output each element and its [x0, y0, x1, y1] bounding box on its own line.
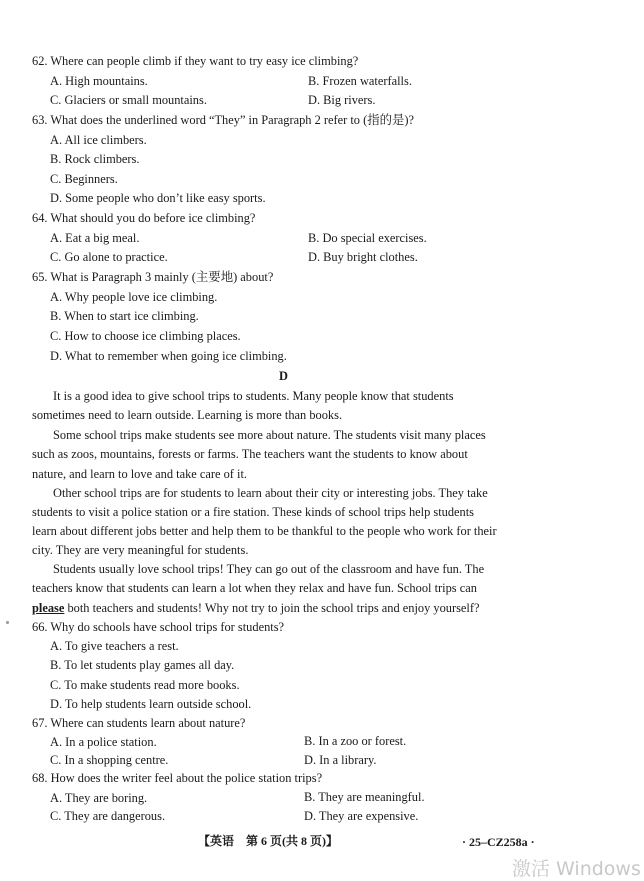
paper-code: · 25–CZ258a · — [462, 835, 535, 849]
question-62-stem: 62. Where can people climb if they want to try easy ice climbing? — [32, 54, 359, 68]
passage-p3-line2: students to visit a police station or a fire station. These kinds of school trips help students — [32, 505, 474, 519]
passage-p4-line3-rest: both teachers and students! Why not try to join the school trips and enjoy yourself? — [64, 601, 480, 615]
question-67-option-a: A. In a police station. — [50, 735, 157, 749]
question-66-stem: 66. Why do schools have school trips for students? — [32, 620, 285, 634]
question-67-stem: 67. Where can students learn about nature? — [32, 716, 246, 730]
question-68-stem: 68. How does the writer feel about the police station trips? — [32, 771, 323, 785]
question-64-option-b: B. Do special exercises. — [308, 231, 427, 245]
question-64-stem: 64. What should you do before ice climbing? — [32, 211, 256, 225]
question-65-option-d: D. What to remember when going ice climbing. — [50, 349, 287, 363]
question-66-option-a: A. To give teachers a rest. — [50, 639, 179, 653]
question-67-option-c: C. In a shopping centre. — [50, 753, 169, 767]
question-66-option-d: D. To help students learn outside school. — [50, 697, 252, 711]
passage-p1-line2: sometimes need to learn outside. Learning is more than books. — [32, 408, 343, 422]
question-65-option-c: C. How to choose ice climbing places. — [50, 329, 241, 343]
question-67-option-d: D. In a library. — [304, 753, 377, 767]
question-62-option-a: A. High mountains. — [50, 74, 148, 88]
passage-p2-line3: nature, and learn to love and take care of it. — [32, 467, 248, 481]
windows-activation-watermark: 激活 Windows — [512, 858, 641, 880]
question-62-option-b: B. Frozen waterfalls. — [308, 74, 412, 88]
passage-p2-line1: Some school trips make students see more about nature. The students visit many places — [53, 428, 486, 442]
underlined-word: please — [32, 601, 65, 615]
margin-mark — [6, 621, 9, 624]
passage-p3-line1: Other school trips are for students to learn about their city or interesting jobs. They take — [53, 486, 488, 500]
question-63-option-c: C. Beginners. — [50, 172, 118, 186]
passage-p3-line4: city. They are very meaningful for students. — [32, 543, 249, 557]
question-64-option-c: C. Go alone to practice. — [50, 250, 168, 264]
question-64-option-d: D. Buy bright clothes. — [308, 250, 418, 264]
passage-p4-line2: teachers know that students can learn a lot when they relax and have fun. School trips can — [32, 581, 477, 595]
question-63-option-a: A. All ice climbers. — [50, 133, 147, 147]
question-64-option-a: A. Eat a big meal. — [50, 231, 140, 245]
question-65-option-a: A. Why people love ice climbing. — [50, 290, 218, 304]
question-63-stem: 63. What does the underlined word “They” in Paragraph 2 refer to (指的是)? — [32, 113, 415, 127]
question-66-option-b: B. To let students play games all day. — [50, 658, 235, 672]
section-title: D — [279, 369, 288, 383]
passage-p1-line1: It is a good idea to give school trips to students. Many people know that students — [53, 389, 454, 403]
question-62-option-c: C. Glaciers or small mountains. — [50, 93, 207, 107]
passage-p3-line3: learn about different jobs better and help them to be thankful to the people who work for their — [32, 524, 497, 538]
passage-p2-line2: such as zoos, mountains, forests or farms. The teachers want the students to know about — [32, 447, 468, 461]
question-68-option-b: B. They are meaningful. — [304, 790, 425, 804]
question-63-option-b: B. Rock climbers. — [50, 152, 140, 166]
question-68-option-c: C. They are dangerous. — [50, 809, 166, 823]
question-68-option-a: A. They are boring. — [50, 791, 148, 805]
question-62-option-d: D. Big rivers. — [308, 93, 376, 107]
passage-p4-line1: Students usually love school trips! They can go out of the classroom and have fun. The — [53, 562, 485, 576]
passage-p4-line3 — [32, 600, 479, 616]
page-number: 【英语 第 6 页(共 8 页)】 — [198, 834, 338, 848]
question-66-option-c: C. To make students read more books. — [50, 678, 240, 692]
question-67-option-b: B. In a zoo or forest. — [304, 734, 407, 748]
question-65-option-b: B. When to start ice climbing. — [50, 309, 199, 323]
question-65-stem: 65. What is Paragraph 3 mainly (主要地) about? — [32, 270, 274, 284]
question-68-option-d: D. They are expensive. — [304, 809, 419, 823]
question-63-option-d: D. Some people who don’t like easy sports. — [50, 191, 266, 205]
